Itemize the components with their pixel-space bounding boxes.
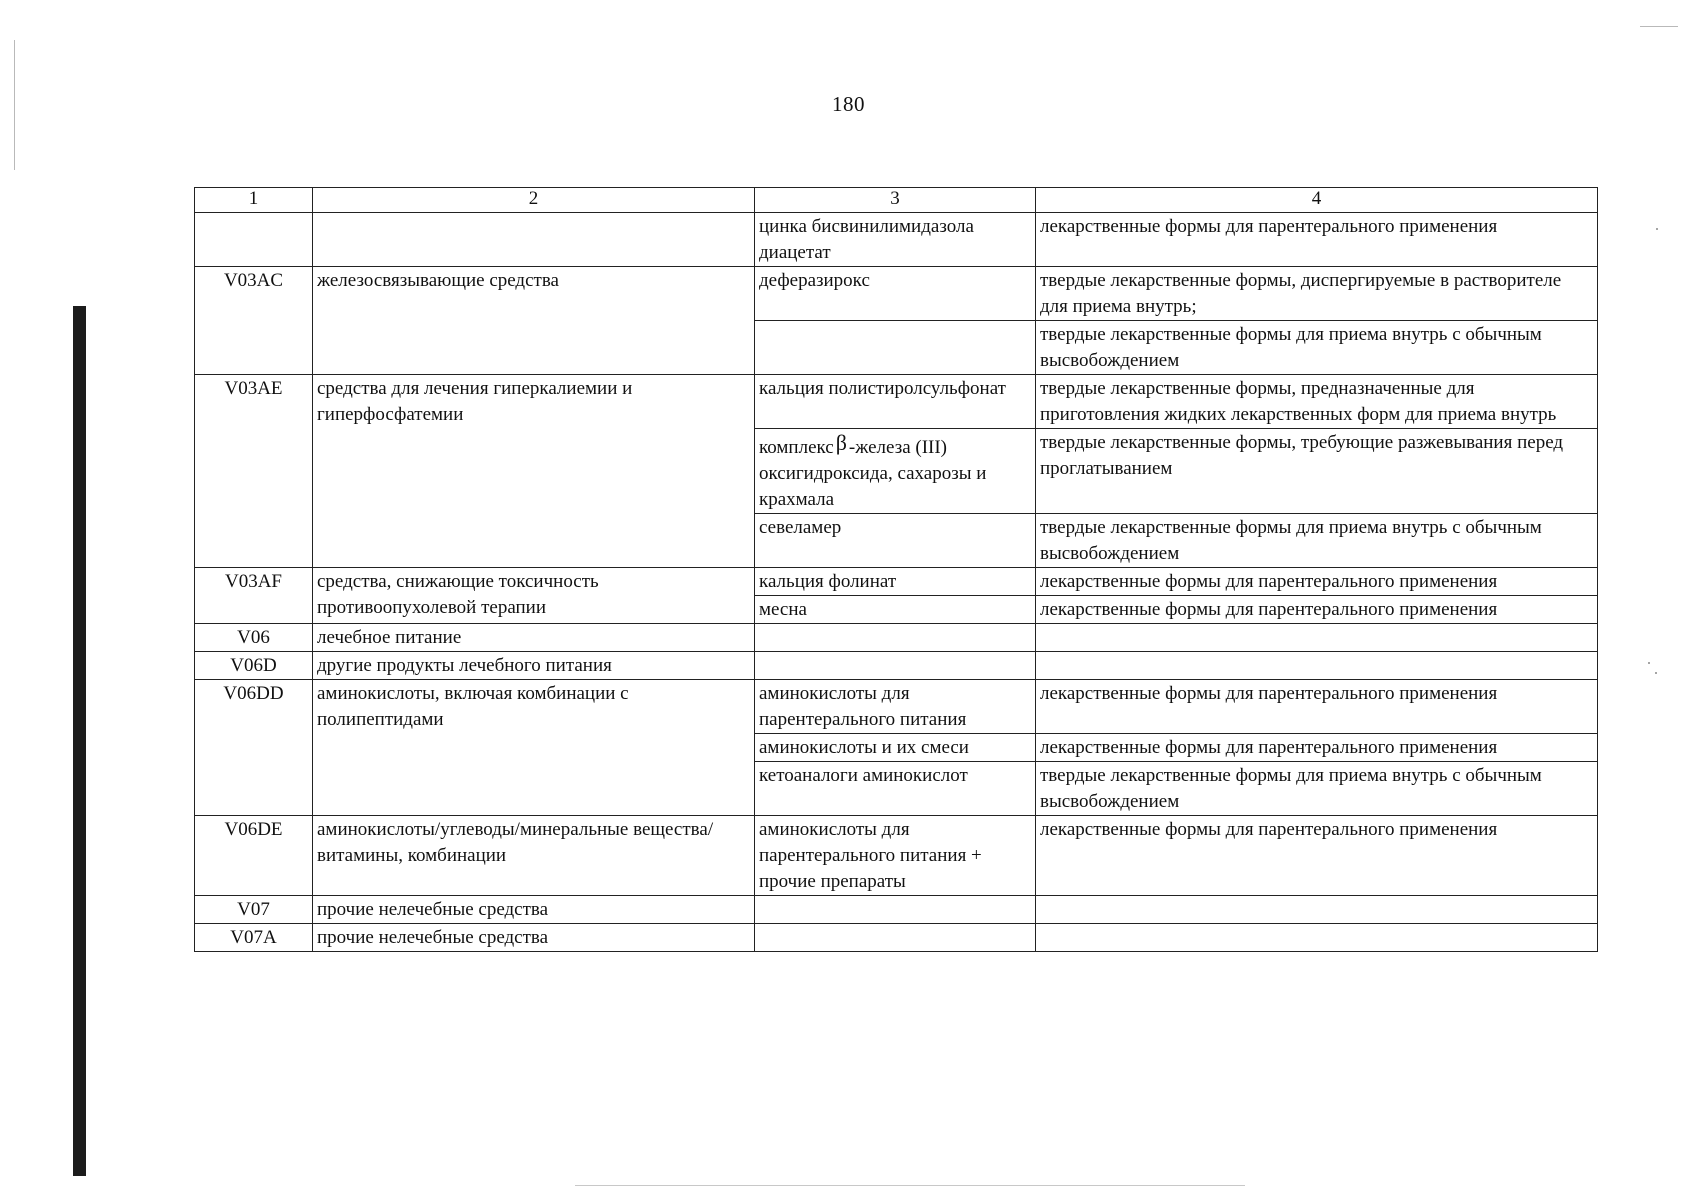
scan-binding-bar (73, 306, 86, 1176)
dosage-form-cell: твердые лекарственные формы для приема внутрь с обычным высвобождением (1036, 321, 1598, 375)
table-body (195, 188, 1598, 952)
dosage-form-cell: лекарственные формы для парентерального применения (1036, 568, 1598, 596)
substance-cell (755, 896, 1036, 924)
scan-speck (1648, 662, 1650, 664)
page-number: 180 (832, 92, 865, 116)
dosage-form-cell (1036, 924, 1598, 952)
substance-cell: аминокислоты для парентерального питания + прочие препараты (755, 816, 1036, 896)
dosage-form-cell: лекарственные формы для парентерального применения (1036, 596, 1598, 624)
dosage-form-cell (1036, 652, 1598, 680)
substance-cell: аминокислоты для парентерального питания (755, 680, 1036, 734)
dosage-form-cell (1036, 896, 1598, 924)
atc-code-cell: V06D (195, 652, 313, 680)
scan-speck (1656, 228, 1658, 230)
group-name-cell: средства для лечения гиперкалиемии и гиперфосфатемии (313, 375, 755, 568)
group-name-cell (313, 213, 755, 267)
substance-cell (755, 429, 1036, 514)
atc-code-cell (195, 213, 313, 267)
group-name-cell: другие продукты лечебного питания (313, 652, 755, 680)
substance-cell (755, 652, 1036, 680)
dosage-form-cell: твердые лекарственные формы, диспергируемые в растворителе для приема внутрь; (1036, 267, 1598, 321)
substance-cell (755, 321, 1036, 375)
group-name-cell: аминокислоты/углеводы/минеральные вещества/витамины, комбинации (313, 816, 755, 896)
scan-bottom-line (575, 1185, 1245, 1186)
substance-cell (755, 924, 1036, 952)
substance-text: комплекс (759, 437, 834, 458)
atc-code-cell: V06DE (195, 816, 313, 896)
dosage-form-cell (1036, 624, 1598, 652)
atc-code-cell: V06 (195, 624, 313, 652)
group-name-cell: прочие нелечебные средства (313, 924, 755, 952)
group-name-cell: лечебное питание (313, 624, 755, 652)
substance-cell: деферазирокс (755, 267, 1036, 321)
group-name-cell: железосвязывающие средства (313, 267, 755, 375)
table-row (195, 624, 1598, 652)
dosage-form-cell: лекарственные формы для парентерального применения (1036, 734, 1598, 762)
substance-cell: кальция фолинат (755, 568, 1036, 596)
table-row (195, 375, 1598, 429)
atc-code-cell: V07 (195, 896, 313, 924)
table-row (195, 213, 1598, 267)
column-header: 2 (313, 188, 755, 213)
atc-code-cell: V03AC (195, 267, 313, 375)
dosage-form-cell: твердые лекарственные формы, требующие разжевывания перед проглатыванием (1036, 429, 1598, 514)
substance-cell: кальция полистиролсульфонат (755, 375, 1036, 429)
substance-cell: севеламер (755, 514, 1036, 568)
substance-cell: кетоаналоги аминокислот (755, 762, 1036, 816)
column-header: 3 (755, 188, 1036, 213)
atc-code-cell: V07A (195, 924, 313, 952)
column-header: 1 (195, 188, 313, 213)
beta-symbol: β (835, 430, 847, 455)
table-row (195, 652, 1598, 680)
substance-text: -железа (III) оксигидроксида, сахарозы и крахмала (759, 437, 987, 510)
column-header: 4 (1036, 188, 1598, 213)
dosage-form-cell: твердые лекарственные формы, предназначенные для приготовления жидких лекарственных форм для приема внутрь (1036, 375, 1598, 429)
group-name-cell: прочие нелечебные средства (313, 896, 755, 924)
table-header-row (195, 188, 1598, 213)
scan-speck (1655, 672, 1657, 674)
dosage-form-cell: твердые лекарственные формы для приема внутрь с обычным высвобождением (1036, 514, 1598, 568)
scan-corner-mark (1640, 26, 1678, 27)
dosage-form-cell: твердые лекарственные формы для приема внутрь с обычным высвобождением (1036, 762, 1598, 816)
atc-code-cell: V06DD (195, 680, 313, 816)
table-row (195, 924, 1598, 952)
atc-code-cell: V03AE (195, 375, 313, 568)
dosage-form-cell: лекарственные формы для парентерального применения (1036, 680, 1598, 734)
dosage-form-cell: лекарственные формы для парентерального применения (1036, 213, 1598, 267)
table-row (195, 267, 1598, 321)
table-row (195, 896, 1598, 924)
table-row (195, 568, 1598, 596)
substance-cell: месна (755, 596, 1036, 624)
substance-cell (755, 624, 1036, 652)
substance-cell: цинка бисвинилимидазола диацетат (755, 213, 1036, 267)
table-row (195, 816, 1598, 896)
table-row (195, 680, 1598, 734)
group-name-cell: аминокислоты, включая комбинации с полипептидами (313, 680, 755, 816)
substance-cell: аминокислоты и их смеси (755, 734, 1036, 762)
drug-table (194, 187, 1598, 952)
atc-code-cell: V03AF (195, 568, 313, 624)
group-name-cell: средства, снижающие токсичность противоопухолевой терапии (313, 568, 755, 624)
dosage-form-cell: лекарственные формы для парентерального применения (1036, 816, 1598, 896)
